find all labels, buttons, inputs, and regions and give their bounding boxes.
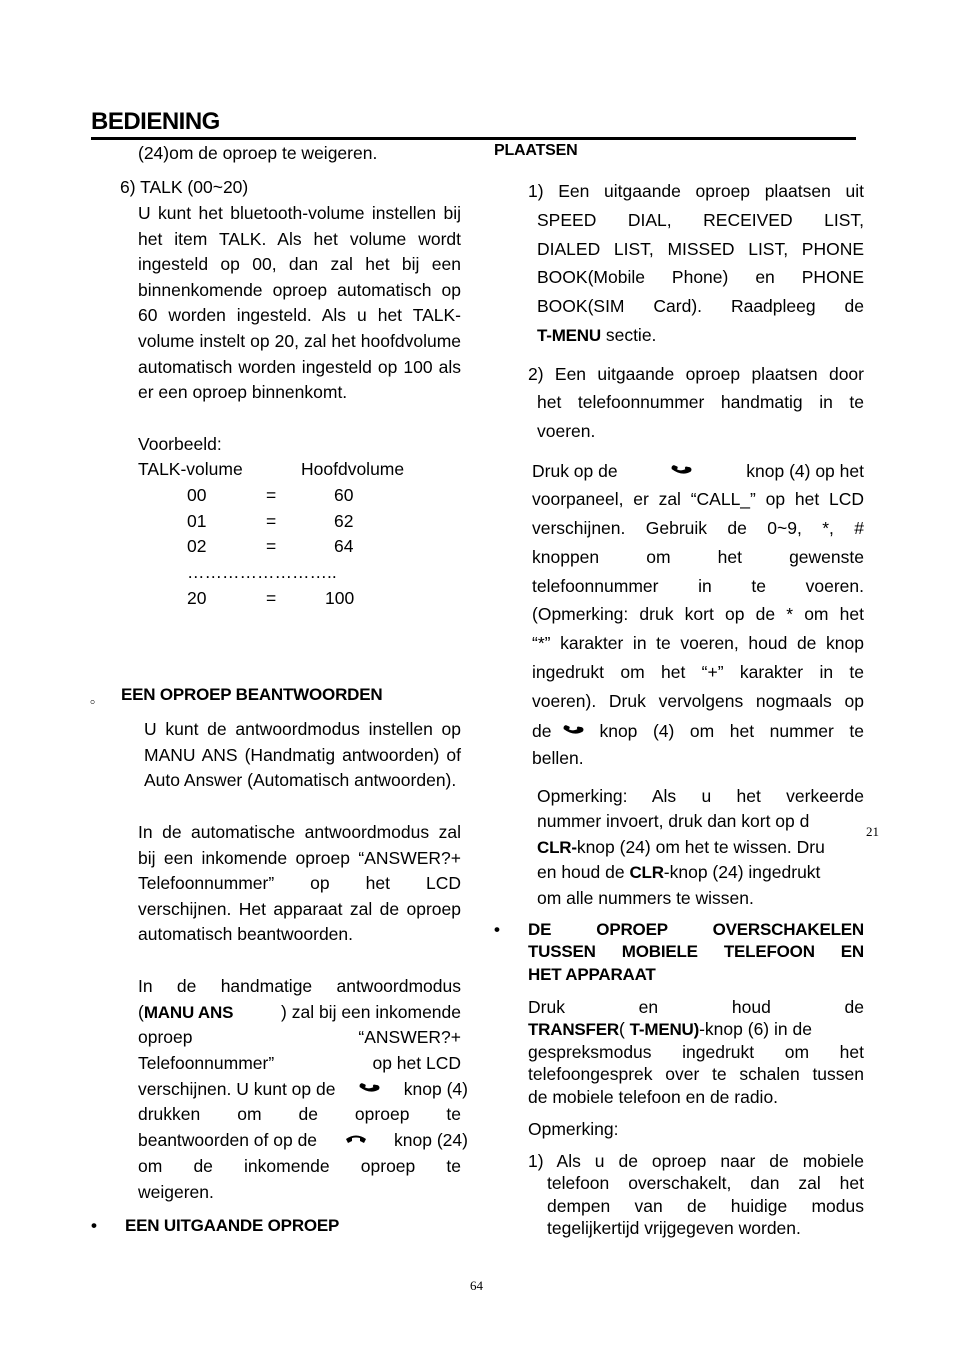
- note-line: Opmerking: Als u het verkeerde: [537, 786, 864, 806]
- talk-paragraph: U kunt het bluetooth-volume instellen bij het item TALK. Als het volume wordt ingesteld op 00, dan zal het bij een binnenkomende oproep automatisch op 60 worden ingesteld. Als u het TALK-volume instelt op 20, zal het hoofdvolume automatisch worden ingesteld op 100 als er een oproep binnenkomt.: [138, 203, 461, 403]
- transfer-line: telefoongesprek over te schalen tussen: [528, 1064, 864, 1084]
- druk-line: bellen.: [532, 748, 584, 768]
- druk-line: “*” karakter in te voeren, houd de knop: [532, 633, 864, 653]
- outgoing-heading: EEN UITGAANDE OPROEP: [125, 1216, 340, 1235]
- manual-line: drukken om de oproep te: [138, 1104, 461, 1124]
- transfer-heading-line: DE OPROEP OVERSCHAKELEN: [528, 920, 864, 939]
- druk-line: knoppen om het gewenste: [532, 547, 864, 567]
- note-line: CLR-knop (24) om het te wissen. Dru: [537, 837, 825, 857]
- note-line: en houd de CLR-knop (24) ingedrukt: [537, 862, 821, 882]
- transfer-line: de mobiele telefoon en de radio.: [528, 1087, 779, 1107]
- druk-line: telefoonnummer in te voeren.: [532, 576, 864, 596]
- manual-line: om de inkomende oproep te: [138, 1156, 461, 1176]
- table-cell: 01: [187, 511, 207, 531]
- left-first-line: (24)om de oproep te weigeren.: [138, 143, 378, 163]
- t-menu-label: T-MENU: [537, 326, 601, 345]
- druk-line: (Opmerking: druk kort op de * om het: [532, 604, 864, 624]
- table-cell: 60: [334, 485, 354, 505]
- note-line: nummer invoert, druk dan kort op d: [537, 811, 810, 831]
- item-line: het telefoonnummer handmatig in te: [537, 392, 864, 412]
- transfer-label: TRANSFER: [528, 1020, 619, 1039]
- table-cell: =: [266, 536, 277, 556]
- table-cell: =: [266, 485, 277, 505]
- page-title: BEDIENING: [91, 108, 220, 135]
- phone-call-icon: [359, 1077, 381, 1103]
- item-line: DIALED LIST, MISSED LIST, PHONE: [537, 239, 864, 259]
- last-item-line: tegelijkertijd vrijgegeven worden.: [547, 1218, 801, 1238]
- answer-paragraph-1: U kunt de antwoordmodus instellen op MANU ANS (Handmatig antwoorden) of Auto Answer (Automatisch antwoorden).: [144, 719, 461, 791]
- last-item-line: dempen van de huidige modus: [547, 1196, 864, 1216]
- t-menu-label: T-MENU): [629, 1020, 700, 1039]
- manual-line: Telefoonnummer” op het LCD: [138, 1053, 461, 1073]
- manual-line: In de handmatige antwoordmodus: [138, 976, 461, 996]
- item-line: BOOK(Mobile Phone) en PHONE: [537, 267, 864, 287]
- example-label: Voorbeeld:: [138, 434, 222, 454]
- table-ellipsis: ……………………..: [187, 562, 337, 582]
- manual-line: (MANU ANS ) zal bij een inkomende: [138, 1002, 461, 1022]
- transfer-heading-line: HET APPARAAT: [528, 965, 656, 984]
- item-line: 2) Een uitgaande oproep plaatsen door: [528, 364, 864, 384]
- druk-line: voeren). Druk vervolgens nogmaals op: [532, 691, 864, 711]
- manual-line: weigeren.: [138, 1182, 214, 1202]
- clr-label: CLR-: [537, 838, 577, 857]
- talk-heading: 6) TALK (00~20): [120, 177, 249, 197]
- table-cell: 100: [325, 588, 355, 608]
- transfer-line: gespreksmodus ingedrukt om het: [528, 1042, 864, 1062]
- item-line: voeren.: [537, 421, 596, 441]
- item-line: BOOK(SIM Card). Raadpleeg de: [537, 296, 864, 316]
- table-cell: 20: [187, 588, 207, 608]
- title-rule: [91, 137, 856, 140]
- item-line: SPEED DIAL, RECEIVED LIST,: [537, 210, 864, 230]
- druk-line: de knop (4) om het nummer te: [532, 719, 864, 745]
- side-page-number: 21: [866, 824, 879, 839]
- manu-ans-label: MANU ANS: [143, 1003, 234, 1022]
- phone-call-icon: [563, 719, 585, 745]
- last-item-line: 1) Als u de oproep naar de mobiele: [528, 1151, 864, 1171]
- bullet: 。: [90, 690, 104, 706]
- table-cell: =: [266, 511, 277, 531]
- transfer-line: TRANSFER( T-MENU)-knop (6) in de: [528, 1019, 812, 1039]
- druk-line: Druk op de knop (4) op het: [532, 459, 864, 485]
- bullet: •: [91, 1216, 97, 1235]
- page-number: 64: [470, 1278, 483, 1293]
- manual-line: beantwoorden of op de knop (24): [138, 1128, 468, 1154]
- plaatsen-heading: PLAATSEN: [494, 142, 578, 159]
- answer-heading: EEN OPROEP BEANTWOORDEN: [121, 685, 383, 704]
- transfer-line: Druk en houd de: [528, 997, 864, 1017]
- manual-line: verschijnen. U kunt op de knop (4): [138, 1077, 468, 1103]
- phone-hangup-icon: [345, 1128, 367, 1154]
- answer-paragraph-2: In de automatische antwoordmodus zal bij een inkomende oproep “ANSWER?+ Telefoonnummer” op het LCD verschijnen. Het apparaat zal de oproep automatisch beantwoorden.: [138, 822, 461, 945]
- phone-call-icon: [671, 459, 693, 485]
- item-line: T-MENU sectie.: [537, 325, 657, 345]
- table-cell: 00: [187, 485, 207, 505]
- table-cell: 62: [334, 511, 354, 531]
- last-item-line: telefoon overschakelt, dan zal het: [547, 1173, 864, 1193]
- table-header-col2: Hoofdvolume: [301, 459, 405, 479]
- bullet: •: [494, 920, 500, 939]
- druk-line: ingedrukt om het “+” karakter in te: [532, 662, 864, 682]
- table-cell: =: [266, 588, 277, 608]
- manual-line: oproep “ANSWER?+: [138, 1027, 461, 1047]
- table-cell: 02: [187, 536, 207, 556]
- transfer-heading-line: TUSSEN MOBIELE TELEFOON EN: [528, 942, 864, 961]
- clr-label: CLR: [629, 863, 664, 882]
- table-header-col1: TALK-volume: [138, 459, 243, 479]
- item-line: 1) Een uitgaande oproep plaatsen uit: [528, 181, 864, 201]
- druk-line: verschijnen. Gebruik de 0~9, *, #: [532, 518, 864, 538]
- druk-line: voorpaneel, er zal “CALL_” op het LCD: [532, 489, 864, 509]
- note-line: om alle nummers te wissen.: [537, 888, 754, 908]
- opmerking-label: Opmerking:: [528, 1119, 619, 1139]
- table-cell: 64: [334, 536, 354, 556]
